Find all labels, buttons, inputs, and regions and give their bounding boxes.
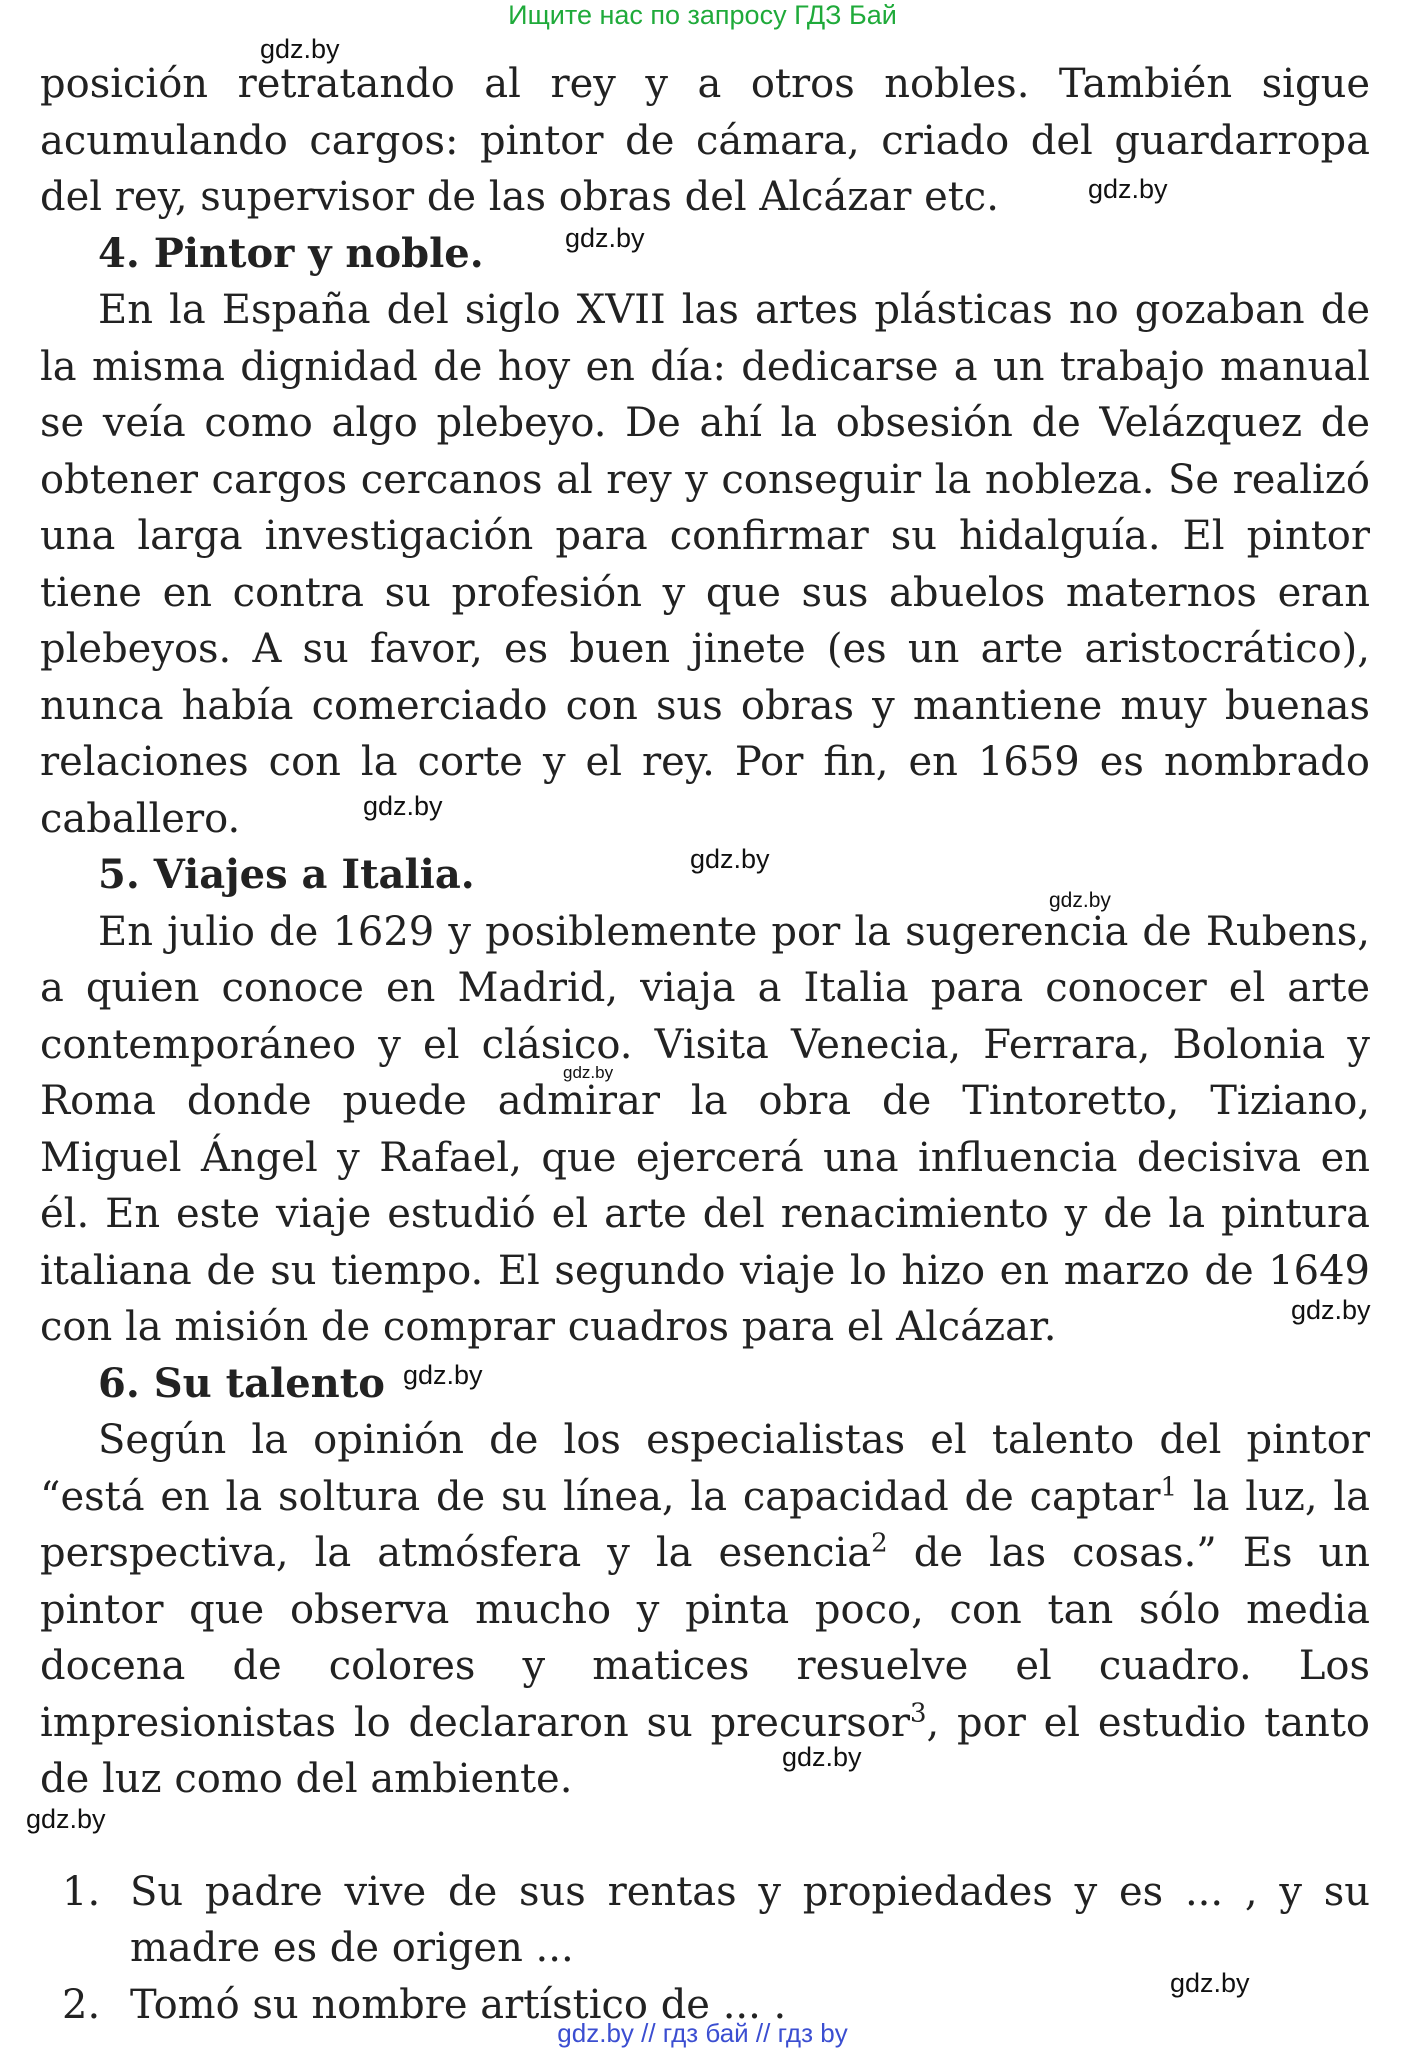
watermark: gdz.by: [363, 791, 443, 821]
watermark: gdz.by: [1049, 889, 1111, 912]
watermark: gdz.by: [403, 1360, 483, 1390]
watermark: gdz.by: [26, 1804, 106, 1834]
bottom-banner: gdz.by // гдз бай // гдз by: [557, 2018, 848, 2048]
exercise-item: 1. Su padre vive de sus rentas y propiedades y es ... , y su madre es de origen ...: [62, 1868, 1370, 1971]
watermark: gdz.by: [782, 1742, 862, 1772]
watermark: gdz.by: [1088, 174, 1168, 204]
section-text-4: En la España del siglo XVII las artes plásticas no gozaban de la misma dignidad de hoy en día: dedicarse a un trabajo manual se veía como algo plebeyo. De ahí la obsesión de Velázquez de obtener cargos cercanos al rey y conseguir la nobleza. Se realizó una larga investigación para confirmar su hidalguía. El pintor tiene en contra su profesión y que sus abuelos maternos eran plebeyos. A su favor, es buen jinete (es un arte aristocrático), nunca había comerciado con sus obras y mantiene muy buenas relaciones con la corte y el rey. Por fin, en 1659 es nombrado caballero.: [40, 287, 1370, 842]
watermark: gdz.by: [260, 34, 340, 64]
watermark: gdz.by: [1291, 1295, 1371, 1325]
textbook-page: [40, 56, 1370, 2033]
section-heading-6: 6. Su talento: [98, 1359, 385, 1407]
section-heading-4: 4. Pintor y noble.: [98, 229, 484, 277]
footnote-1: 1: [1160, 1472, 1178, 1503]
watermark: gdz.by: [1170, 1968, 1250, 1998]
section-text-5: En julio de 1629 y posiblemente por la sugerencia de Rubens, a quien conoce en Madrid, viaja a Italia para conocer el arte contemporáneo y el clásico. Visita Venecia, Ferrara, Bolonia y Roma donde puede admirar la obra de Tintoretto, Tiziano, Miguel Ángel y Rafael, que ejercerá una influencia decisiva en él. En este viaje estudió el arte del renacimiento y de la pintura italiana de su tiempo. El segundo viaje lo hizo en marzo de 1649 con la misión de comprar cuadros para el Alcázar.: [40, 908, 1370, 1350]
watermark: gdz.by: [565, 223, 645, 253]
watermark: gdz.by: [563, 1063, 614, 1082]
section-text-6: Según la opinión de los especialistas el talento del pintor “está en la soltura de su línea, la capacidad de captar$^1$ la luz, la perspectiva, la atmósfera y la esencia$^2$ de las cosas.” Es un pintor que observa mucho y pinta poco, con tan sólo media docena de colores y matices resuelve el cuadro. Los impresionistas lo declararon su precursor$^3$, por el estudio tanto de luz como del ambiente.: [40, 1417, 1371, 1802]
exercise-list: [40, 1864, 1370, 2034]
section-heading-5: 5. Viajes a Italia.: [98, 851, 475, 898]
intro-paragraph: posición retratando al rey y a otros nobles. También sigue acumulando cargos: pintor de cámara, criado del guardarropa del rey, supervisor de las obras del Alcázar etc.: [40, 61, 1370, 220]
footnote-2: 2: [871, 1528, 888, 1559]
top-banner: Ищите нас по запросу ГДЗ Бай: [508, 0, 897, 30]
exercise-item: 2. Tomó su nombre artístico de ... .: [62, 1981, 787, 2028]
footnote-3: 3: [910, 1698, 927, 1729]
watermark: gdz.by: [690, 844, 770, 874]
